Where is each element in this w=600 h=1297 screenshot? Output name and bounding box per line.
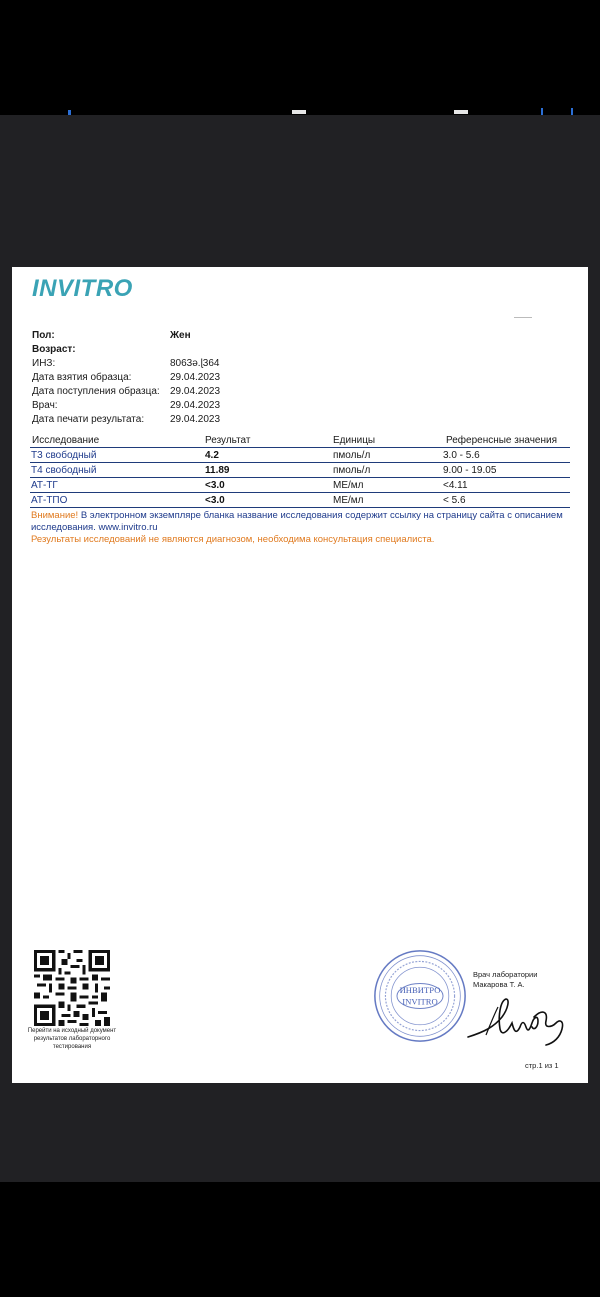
viewer-top-bar xyxy=(0,0,600,115)
test-result: <3.0 xyxy=(205,480,225,491)
invitro-logo: INVITRO xyxy=(32,275,133,302)
doctor-value: 29.04.2023 xyxy=(170,400,221,411)
share-icon[interactable] xyxy=(292,110,306,114)
test-result: <3.0 xyxy=(205,495,225,506)
table-row xyxy=(12,448,588,463)
viewer-bottom-bar xyxy=(0,1182,600,1297)
qr-caption: Перейти на исходный документ результатов лабораторного тестирования xyxy=(27,1028,117,1050)
attention-text: В электронном экземпляре бланка название исследования содержит ссылку на страницу сайта с описанием xyxy=(78,510,563,521)
test-ref: <4.11 xyxy=(443,480,468,491)
table-row xyxy=(12,478,588,493)
doctor-title: Врач лаборатории xyxy=(473,970,538,979)
attention-link-line[interactable]: исследования. www.invitro.ru xyxy=(31,522,158,533)
lab-result-page xyxy=(12,267,588,1083)
inz-label: ИНЗ: xyxy=(32,358,56,369)
age-label: Возраст: xyxy=(32,344,76,355)
sex-label: Пол: xyxy=(32,330,55,341)
scan-mark xyxy=(514,317,532,318)
col-header-result: Результат xyxy=(205,435,251,446)
menu-icon[interactable] xyxy=(454,110,468,114)
sample-date-label: Дата взятия образца: xyxy=(32,372,132,383)
doctor-signature xyxy=(464,987,570,1053)
table-divider xyxy=(30,507,570,508)
doctor-label: Врач: xyxy=(32,400,58,411)
attention-label: Внимание! xyxy=(31,510,79,521)
col-header-unit: Единицы xyxy=(333,435,376,446)
test-name-link[interactable]: АТ-ТГ xyxy=(31,480,58,491)
test-ref: < 5.6 xyxy=(443,495,466,506)
receipt-date-label: Дата поступления образца: xyxy=(32,386,160,397)
page-number: стр.1 из 1 xyxy=(525,1061,559,1070)
test-name-link[interactable]: АТ-ТПО xyxy=(31,495,68,506)
qr-code[interactable] xyxy=(34,950,110,1026)
receipt-date-value: 29.04.2023 xyxy=(170,386,221,397)
col-header-ref: Референсные значения xyxy=(446,435,558,446)
inz-value: 8063ǝ.ɭ364 xyxy=(170,358,220,369)
stamp-text-bottom: INVITRO xyxy=(402,996,438,1007)
test-result: 11.89 xyxy=(205,465,230,476)
test-result: 4.2 xyxy=(205,450,219,461)
col-header-test: Исследование xyxy=(32,435,100,446)
sex-value: Жен xyxy=(170,330,191,341)
test-unit: пмоль/л xyxy=(333,450,371,461)
doctor-name: Макарова Т. А. xyxy=(473,980,525,989)
test-unit: МЕ/мл xyxy=(333,480,364,491)
table-row xyxy=(12,463,588,478)
document-viewer[interactable] xyxy=(0,115,600,1182)
print-date-label: Дата печати результата: xyxy=(32,414,145,425)
test-ref: 3.0 - 5.6 xyxy=(443,450,480,461)
disclaimer: Результаты исследований не являются диагнозом, необходима консультация специалиста. xyxy=(31,534,435,545)
laboratory-stamp xyxy=(372,948,468,1044)
test-unit: МЕ/мл xyxy=(333,495,364,506)
sample-date-value: 29.04.2023 xyxy=(170,372,221,383)
test-name-link[interactable]: Т3 свободный xyxy=(31,450,97,461)
print-date-value: 29.04.2023 xyxy=(170,414,221,425)
attention-notice xyxy=(31,510,571,522)
test-ref: 9.00 - 19.05 xyxy=(443,465,497,476)
stamp-text-top: ИНВИТРО xyxy=(399,985,441,996)
test-name-link[interactable]: Т4 свободный xyxy=(31,465,97,476)
table-row xyxy=(12,493,588,508)
test-unit: пмоль/л xyxy=(333,465,371,476)
